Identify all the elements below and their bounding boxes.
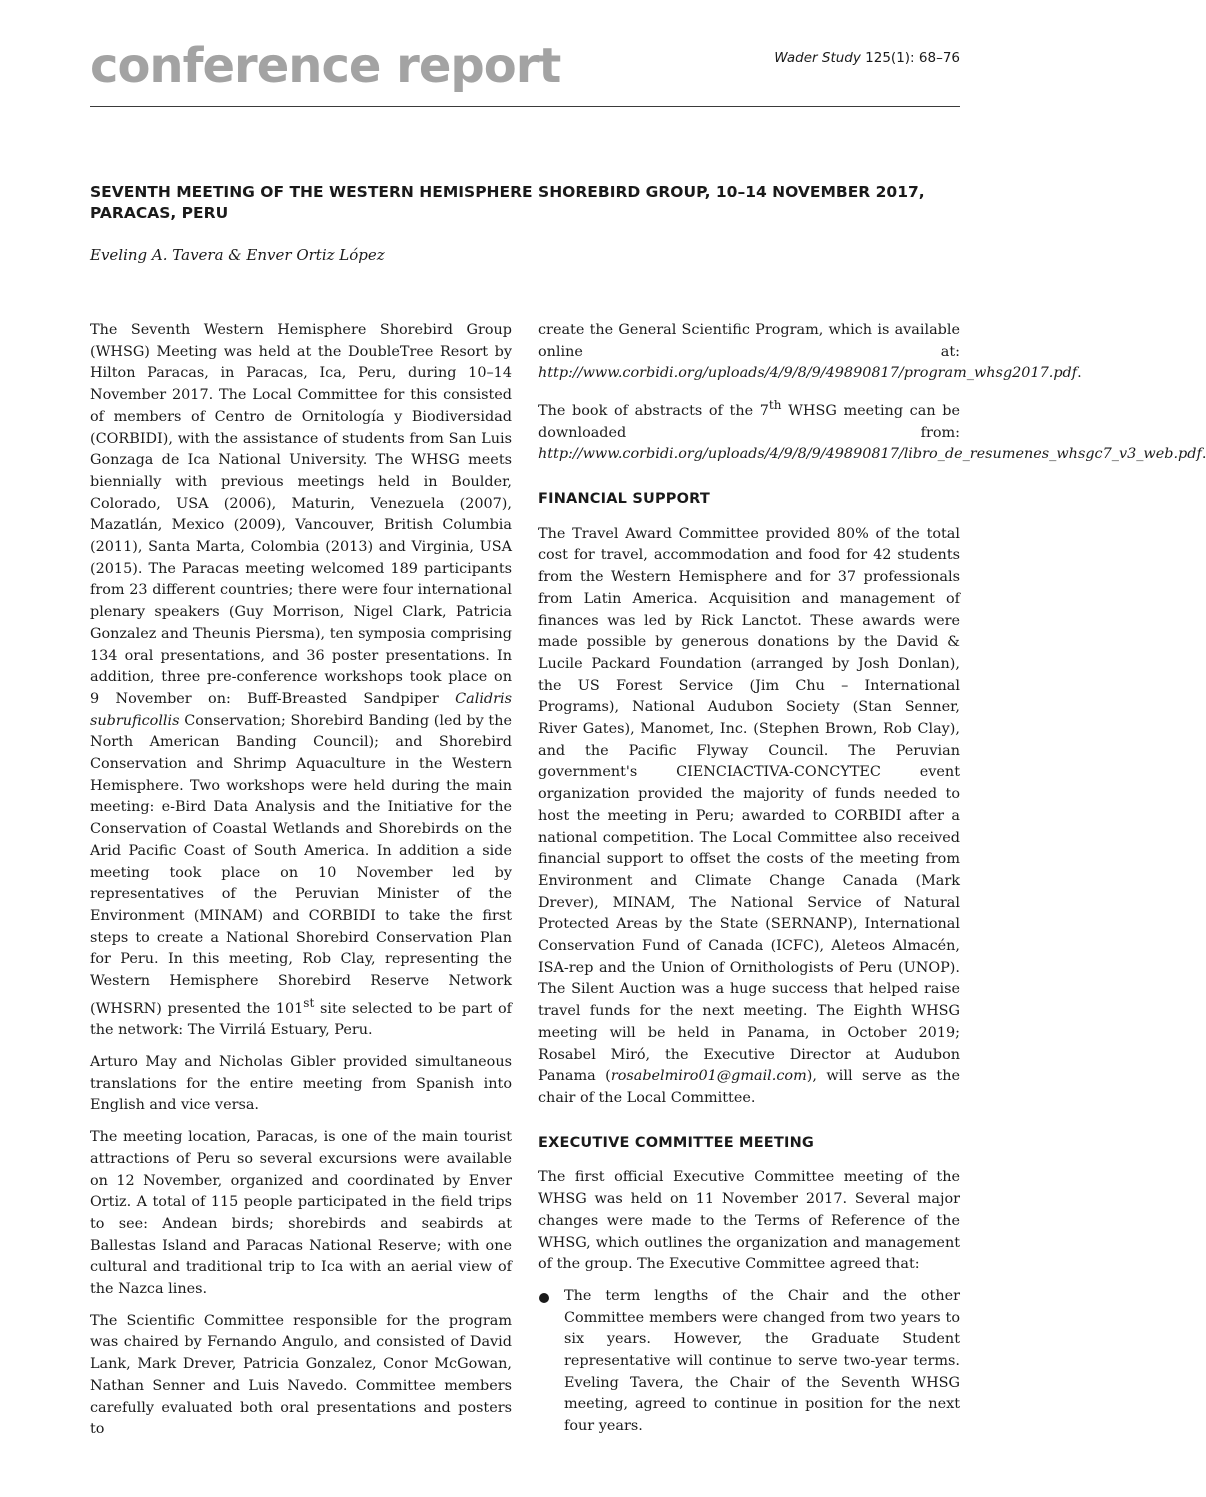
paragraph-program: create the General Scientific Program, which is available online at: http://www.corbidi.org/uploads/4/9/8/9/49890817/program_whsg2017.pdf. xyxy=(538,322,1082,382)
section-label: conference report xyxy=(90,38,561,94)
paragraph-translations: Arturo May and Nicholas Gibler provided simultaneous translations for the entire meeting from Spanish into English and vice versa. xyxy=(90,1054,512,1114)
header-rule xyxy=(90,106,960,107)
abstracts-link[interactable]: http://www.corbidi.org/uploads/4/9/8/9/49890817/libro_de_resumenes_whsgc7_v3_web.pdf xyxy=(538,446,1202,463)
species-name: Calidris subruficollis xyxy=(90,690,512,729)
journal-name: Wader Study xyxy=(774,50,861,66)
list-item: The term lengths of the Chair and the other Committee members were changed from two years to six years. However, the Graduate Student representative will continue to serve two-year terms. Eveling Tavera, the Chair of the Seventh WHSG meeting, agreed to continue in position for the next four years. xyxy=(538,1286,960,1438)
program-link[interactable]: http://www.corbidi.org/uploads/4/9/8/9/49890817/program_whsg2017.pdf xyxy=(538,365,1078,382)
right-column xyxy=(538,320,1206,1438)
paragraph-scientific-committee: The Scientific Committee responsible for the program was chaired by Fernando Angulo, and consisted of David Lank, Mark Drever, Patricia Gonzalez, Conor McGowan, Nathan Senner and Luis Navedo. Committee members carefully evaluated both oral presentations and posters to xyxy=(90,1312,512,1438)
left-column xyxy=(90,320,512,1451)
decision-list xyxy=(538,1286,960,1438)
paragraph-financial: The Travel Award Committee provided 80% of the total cost for travel, accommodation and food for 42 students from the Western Hemisphere and for 37 professionals from Latin America. Acquisition and management of finances was led by Rick Lanctot. These awards were made possible by generous donations by the David & Lucile Packard Foundation (arranged by Josh Donlan), the US Forest Service (Jim Chu – International Programs), National Audubon Society (Stan Senner, River Gates), Manomet, Inc. (Stephen Brown, Rob Clay), and the Pacific Flyway Council. The Peruvian government's CIENCIACTIVA-CONCYTEC event organization provided the majority of funds needed to host the meeting in Peru; awarded to CORBIDI after a national competition. The Local Committee also received financial support to offset the costs of the meeting from Environment and Climate Change Canada (Mark Drever), MINAM, The National Service of Natural Protected Areas by the State (SERNANP), International Conservation Fund of Canada (ICFC), Aleteos Almacén, ISA-rep and the Union of Ornithologists of Peru (UNOP). The Silent Auction was a huge success that helped raise travel funds for the next meeting. The Eighth WHSG meeting will be held in Panama, in October 2019; Rosabel Miró, the Executive Director at Audubon Panama (rosabelmiro01@gmail.com), will serve as the chair of the Local Committee. xyxy=(538,525,960,1106)
bullet-icon xyxy=(539,1293,549,1303)
article-authors: Eveling A. Tavera & Enver Ortiz López xyxy=(90,246,385,264)
journal-issue: 125(1): 68–76 xyxy=(865,50,960,66)
email-link[interactable]: rosabelmiro01@gmail.com xyxy=(610,1068,807,1085)
heading-executive-committee: EXECUTIVE COMMITTEE MEETING xyxy=(538,1134,815,1151)
paragraph-intro: The Seventh Western Hemisphere Shorebird Group (WHSG) Meeting was held at the DoubleTree Resort by Hilton Paracas, in Paracas, Ica, Peru, during 10–14 November 2017. The Local Committee for this consisted of members of Centro de Ornitología y Biodiversidad (CORBIDI), with the assistance of students from San Luis Gonzaga de Ica National University. The WHSG meets biennially with previous meetings held in Boulder, Colorado, USA (2006), Maturin, Venezuela (2007), Mazatlán, Mexico (2009), Vancouver, British Columbia (2011), Santa Marta, Colombia (2013) and Virginia, USA (2015). The Paracas meeting welcomed 189 participants from 23 different countries; there were four international plenary speakers (Guy Morrison, Nigel Clark, Patricia Gonzalez and Theunis Piersma), ten symposia comprising 134 oral presentations, and 36 poster presentations. In addition, three pre-conference workshops took place on 9 November on: Buff-Breasted Sandpiper Calidris subruficollis Conservation; Shorebird Banding (led by the North American Banding Council); and Shorebird Conservation and Shrimp Aquaculture in the Western Hemisphere. Two workshops were held during the main meeting: e-Bird Data Analysis and the Initiative for the Conservation of Coastal Wetlands and Shorebirds on the Arid Pacific Coast of South America. In addition a side meeting took place on 10 November led by representatives of the Peruvian Minister of the Environment (MINAM) and CORBIDI to take the first steps to create a National Shorebird Conservation Plan for Peru. In this meeting, Rob Clay, representing the Western Hemisphere Shorebird Reserve Network (WHSRN) presented the 101st site selected to be part of the network: The Virrilá Estuary, Peru. xyxy=(90,322,512,1039)
paragraph-excursions: The meeting location, Paracas, is one of the main tourist attractions of Peru so several excursions were available on 12 November, organized and coordinated by Enver Ortiz. A total of 115 people participated in the field trips to see: Andean birds; shorebirds and seabirds at Ballestas Island and Paracas National Reserve; with one cultural and traditional trip to Ica with an aerial view of the Nazca lines. xyxy=(90,1129,512,1298)
paragraph-abstracts: The book of abstracts of the 7th WHSG meeting can be downloaded from: http://www.corbidi.org/uploads/4/9/8/9/49890817/libro_de_resumenes_whsgc7_v3_web.pdf. xyxy=(538,398,1206,463)
journal-citation xyxy=(774,50,960,66)
heading-financial-support: FINANCIAL SUPPORT xyxy=(538,491,710,508)
paragraph-executive: The first official Executive Committee meeting of the WHSG was held on 11 November 2017. Several major changes were made to the Terms of Reference of the WHSG, which outlines the organization and management of the group. The Executive Committee agreed that: xyxy=(538,1169,960,1273)
article-title: SEVENTH MEETING OF THE WESTERN HEMISPHERE SHOREBIRD GROUP, 10–14 NOVEMBER 2017, PARACAS, PERU xyxy=(90,183,925,222)
